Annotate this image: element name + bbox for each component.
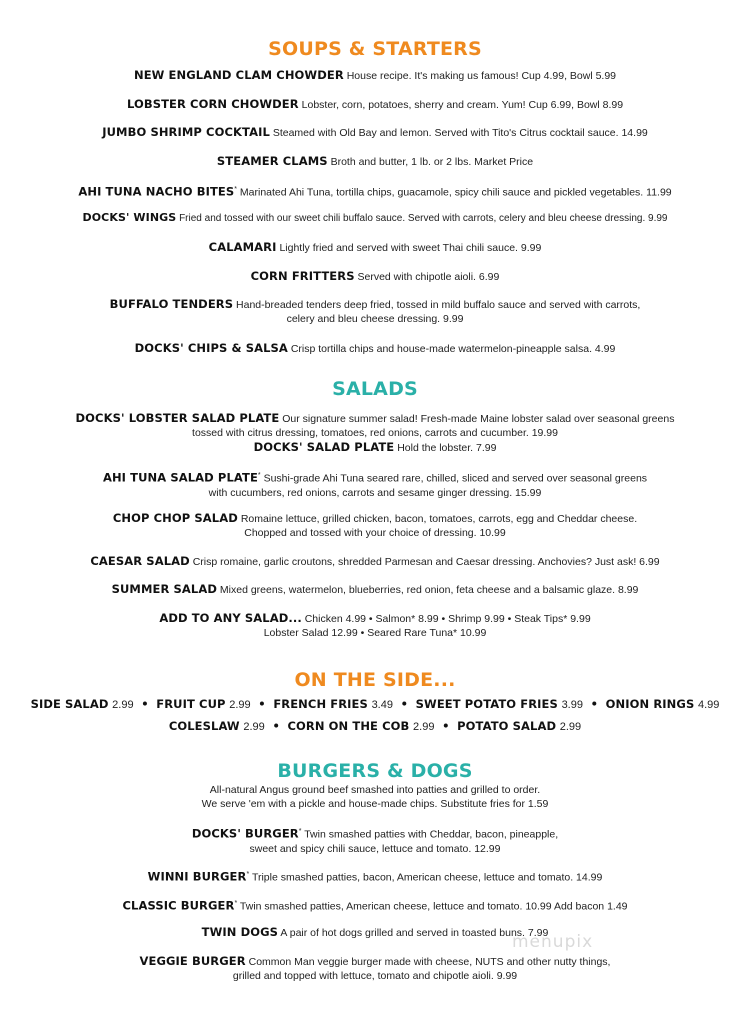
side-name: FRENCH FRIES	[273, 697, 368, 711]
item-desc: House recipe. It's making us famous! Cup 4.99, Bowl 5.99	[346, 70, 617, 82]
item-desc-line2: Lobster Salad 12.99 • Seared Rare Tuna* 10.99	[263, 627, 487, 639]
item-name: BUFFALO TENDERS	[109, 297, 234, 311]
item-desc: Marinated Ahi Tuna, tortilla chips, guacamole, spicy chili sauce and pickled vegetables. 11.99	[239, 186, 672, 199]
item-name: CAESAR SALAD	[90, 554, 190, 568]
menu-item	[10, 411, 740, 455]
item-desc: Chicken 4.99 • Salmon* 8.99 • Shrimp 9.99 • Steak Tips* 9.99	[304, 613, 591, 625]
menu-item	[10, 469, 740, 500]
item-desc-line2: grilled and topped with lettuce, tomato and chipotle aioli. 9.99	[232, 970, 518, 982]
item-name: DOCKS' WINGS	[82, 211, 177, 224]
menu-item	[10, 554, 740, 569]
menu-item	[10, 183, 740, 200]
separator-dot: •	[590, 697, 598, 711]
item-star: *	[234, 186, 237, 193]
soups-section-title: SOUPS & STARTERS	[268, 38, 482, 60]
item-name: CLASSIC BURGER	[122, 898, 235, 913]
watermark: menupix	[512, 932, 594, 952]
menu-item	[10, 297, 740, 326]
menu-item	[10, 240, 740, 255]
menu-item	[10, 125, 740, 140]
item-desc: Served with chipotle aioli. 6.99	[357, 271, 500, 283]
side-name: COLESLAW	[168, 719, 240, 733]
sides-row-1	[0, 696, 750, 713]
item-name: SUMMER SALAD	[111, 582, 217, 596]
side-price: 2.99	[559, 721, 582, 733]
side-price: 3.49	[371, 699, 393, 711]
item-name: AHI TUNA NACHO BITES	[78, 184, 235, 199]
item-desc: Hand-breaded tenders deep fried, tossed in mild buffalo sauce and served with carrots,	[236, 299, 641, 311]
item-name: VEGGIE BURGER	[139, 954, 246, 968]
separator-dot: •	[442, 719, 450, 733]
item-desc-line2: celery and bleu cheese dressing. 9.99	[286, 313, 464, 325]
item-name: CHOP CHOP SALAD	[112, 511, 238, 525]
item-name: DOCKS' LOBSTER SALAD PLATE	[75, 411, 280, 425]
item-desc: Lobster, corn, potatoes, sherry and cream. Yum! Cup 6.99, Bowl 8.99	[301, 99, 624, 111]
item-desc: A pair of hot dogs grilled and served in toasted buns. 7.99	[280, 927, 549, 939]
item-star: *	[246, 871, 250, 878]
item-name: LOBSTER CORN CHOWDER	[126, 97, 299, 111]
menu-item	[10, 341, 740, 356]
menu-item	[10, 954, 740, 983]
item-desc: Twin smashed patties, American cheese, lettuce and tomato. 10.99 Add bacon 1.49	[239, 900, 628, 913]
side-price: 2.99	[243, 721, 265, 733]
menu-item	[10, 511, 740, 540]
item-name: STEAMER CLAMS	[216, 154, 328, 168]
side-price: 2.99	[229, 699, 251, 711]
item-desc-line2: sweet and spicy chili sauce, lettuce and tomato. 12.99	[249, 842, 501, 855]
separator-dot: •	[141, 697, 149, 711]
item-star: *	[257, 472, 261, 479]
side-name: SIDE SALAD	[30, 697, 109, 711]
item-desc-line2: with cucumbers, red onions, carrots and sesame ginger dressing. 15.99	[208, 486, 542, 499]
item-desc: Triple smashed patties, bacon, American cheese, lettuce and tomato. 14.99	[251, 871, 603, 884]
item-name: WINNI BURGER	[147, 869, 247, 884]
separator-dot: •	[272, 719, 280, 733]
item-desc: Mixed greens, watermelon, blueberries, red onion, feta cheese and a balsamic glaze. 8.99	[219, 584, 639, 596]
separator-dot: •	[258, 697, 266, 711]
item-name: CALAMARI	[208, 240, 277, 254]
item-desc-line2: tossed with citrus dressing, tomatoes, red onions, carrots and cucumber. 19.99	[192, 427, 558, 439]
sub-item-desc: Hold the lobster. 7.99	[397, 442, 497, 454]
separator-dot: •	[400, 697, 408, 711]
item-name: DOCKS' CHIPS & SALSA	[134, 341, 288, 355]
item-desc: Sushi-grade Ahi Tuna seared rare, chilled, sliced and served over seasonal greens	[263, 472, 648, 485]
item-desc: Broth and butter, 1 lb. or 2 lbs. Market Price	[330, 156, 534, 168]
item-star: *	[234, 900, 238, 907]
sides-section-title: ON THE SIDE...	[294, 669, 456, 691]
item-name: JUMBO SHRIMP COCKTAIL	[102, 125, 270, 139]
menu-item	[10, 897, 740, 914]
menu-item	[10, 925, 740, 940]
item-name: ADD TO ANY SALAD...	[159, 611, 302, 625]
item-desc-line2: Chopped and tossed with your choice of dressing. 10.99	[244, 527, 506, 539]
side-name: FRUIT CUP	[156, 697, 226, 711]
item-name: DOCKS' BURGER	[191, 826, 299, 841]
burgers-section-title: BURGERS & DOGS	[277, 760, 473, 782]
item-desc: Our signature summer salad! Fresh-made Maine lobster salad over seasonal greens	[282, 413, 675, 425]
menu-item	[0, 211, 750, 226]
item-desc: Lightly fried and served with sweet Thai chili sauce. 9.99	[279, 242, 542, 254]
item-desc: Common Man veggie burger made with cheese, NUTS and other nutty things,	[248, 956, 611, 968]
menu-item	[10, 97, 740, 112]
item-name: NEW ENGLAND CLAM CHOWDER	[133, 68, 344, 82]
side-name: ONION RINGS	[605, 697, 695, 711]
menu-item	[10, 269, 740, 284]
menu-item	[10, 582, 740, 597]
sides-row-2	[0, 718, 750, 735]
menu-item	[10, 611, 740, 640]
intro-line-1: All-natural Angus ground beef smashed into patties and grilled to order.	[209, 784, 541, 796]
side-name: POTATO SALAD	[457, 719, 557, 733]
intro-line-2: We serve 'em with a pickle and house-made chips. Substitute fries for 1.59	[201, 798, 549, 810]
item-name: AHI TUNA SALAD PLATE	[102, 470, 258, 485]
item-desc: Crisp romaine, garlic croutons, shredded Parmesan and Caesar dressing. Anchovies? Just ask! 6.99	[192, 556, 660, 568]
item-desc: Fried and tossed with our sweet chili buffalo sauce. Served with carrots, celery and bleu cheese dressing. 9.99	[179, 213, 668, 224]
item-star: *	[298, 828, 302, 835]
side-name: CORN ON THE COB	[287, 719, 410, 733]
side-price: 2.99	[413, 721, 435, 733]
menu-item	[10, 154, 740, 169]
burgers-intro	[10, 783, 740, 811]
item-desc: Steamed with Old Bay and lemon. Served with Tito's Citrus cocktail sauce. 14.99	[272, 127, 648, 139]
salads-section-title: SALADS	[332, 378, 418, 400]
side-price: 2.99	[112, 699, 134, 711]
menu-item	[10, 868, 740, 885]
item-name: CORN FRITTERS	[250, 269, 355, 283]
item-desc: Twin smashed patties with Cheddar, bacon, pineapple,	[304, 828, 559, 841]
menu-item	[10, 825, 740, 856]
side-price: 4.99	[697, 699, 720, 711]
item-name: TWIN DOGS	[201, 925, 279, 939]
side-name: SWEET POTATO FRIES	[415, 697, 558, 711]
menu-item	[10, 68, 740, 83]
item-desc: Romaine lettuce, grilled chicken, bacon, tomatoes, carrots, egg and Cheddar cheese.	[240, 513, 638, 525]
sub-item-name: DOCKS' SALAD PLATE	[253, 440, 395, 454]
side-price: 3.99	[561, 699, 583, 711]
item-desc: Crisp tortilla chips and house-made watermelon-pineapple salsa. 4.99	[290, 343, 616, 355]
